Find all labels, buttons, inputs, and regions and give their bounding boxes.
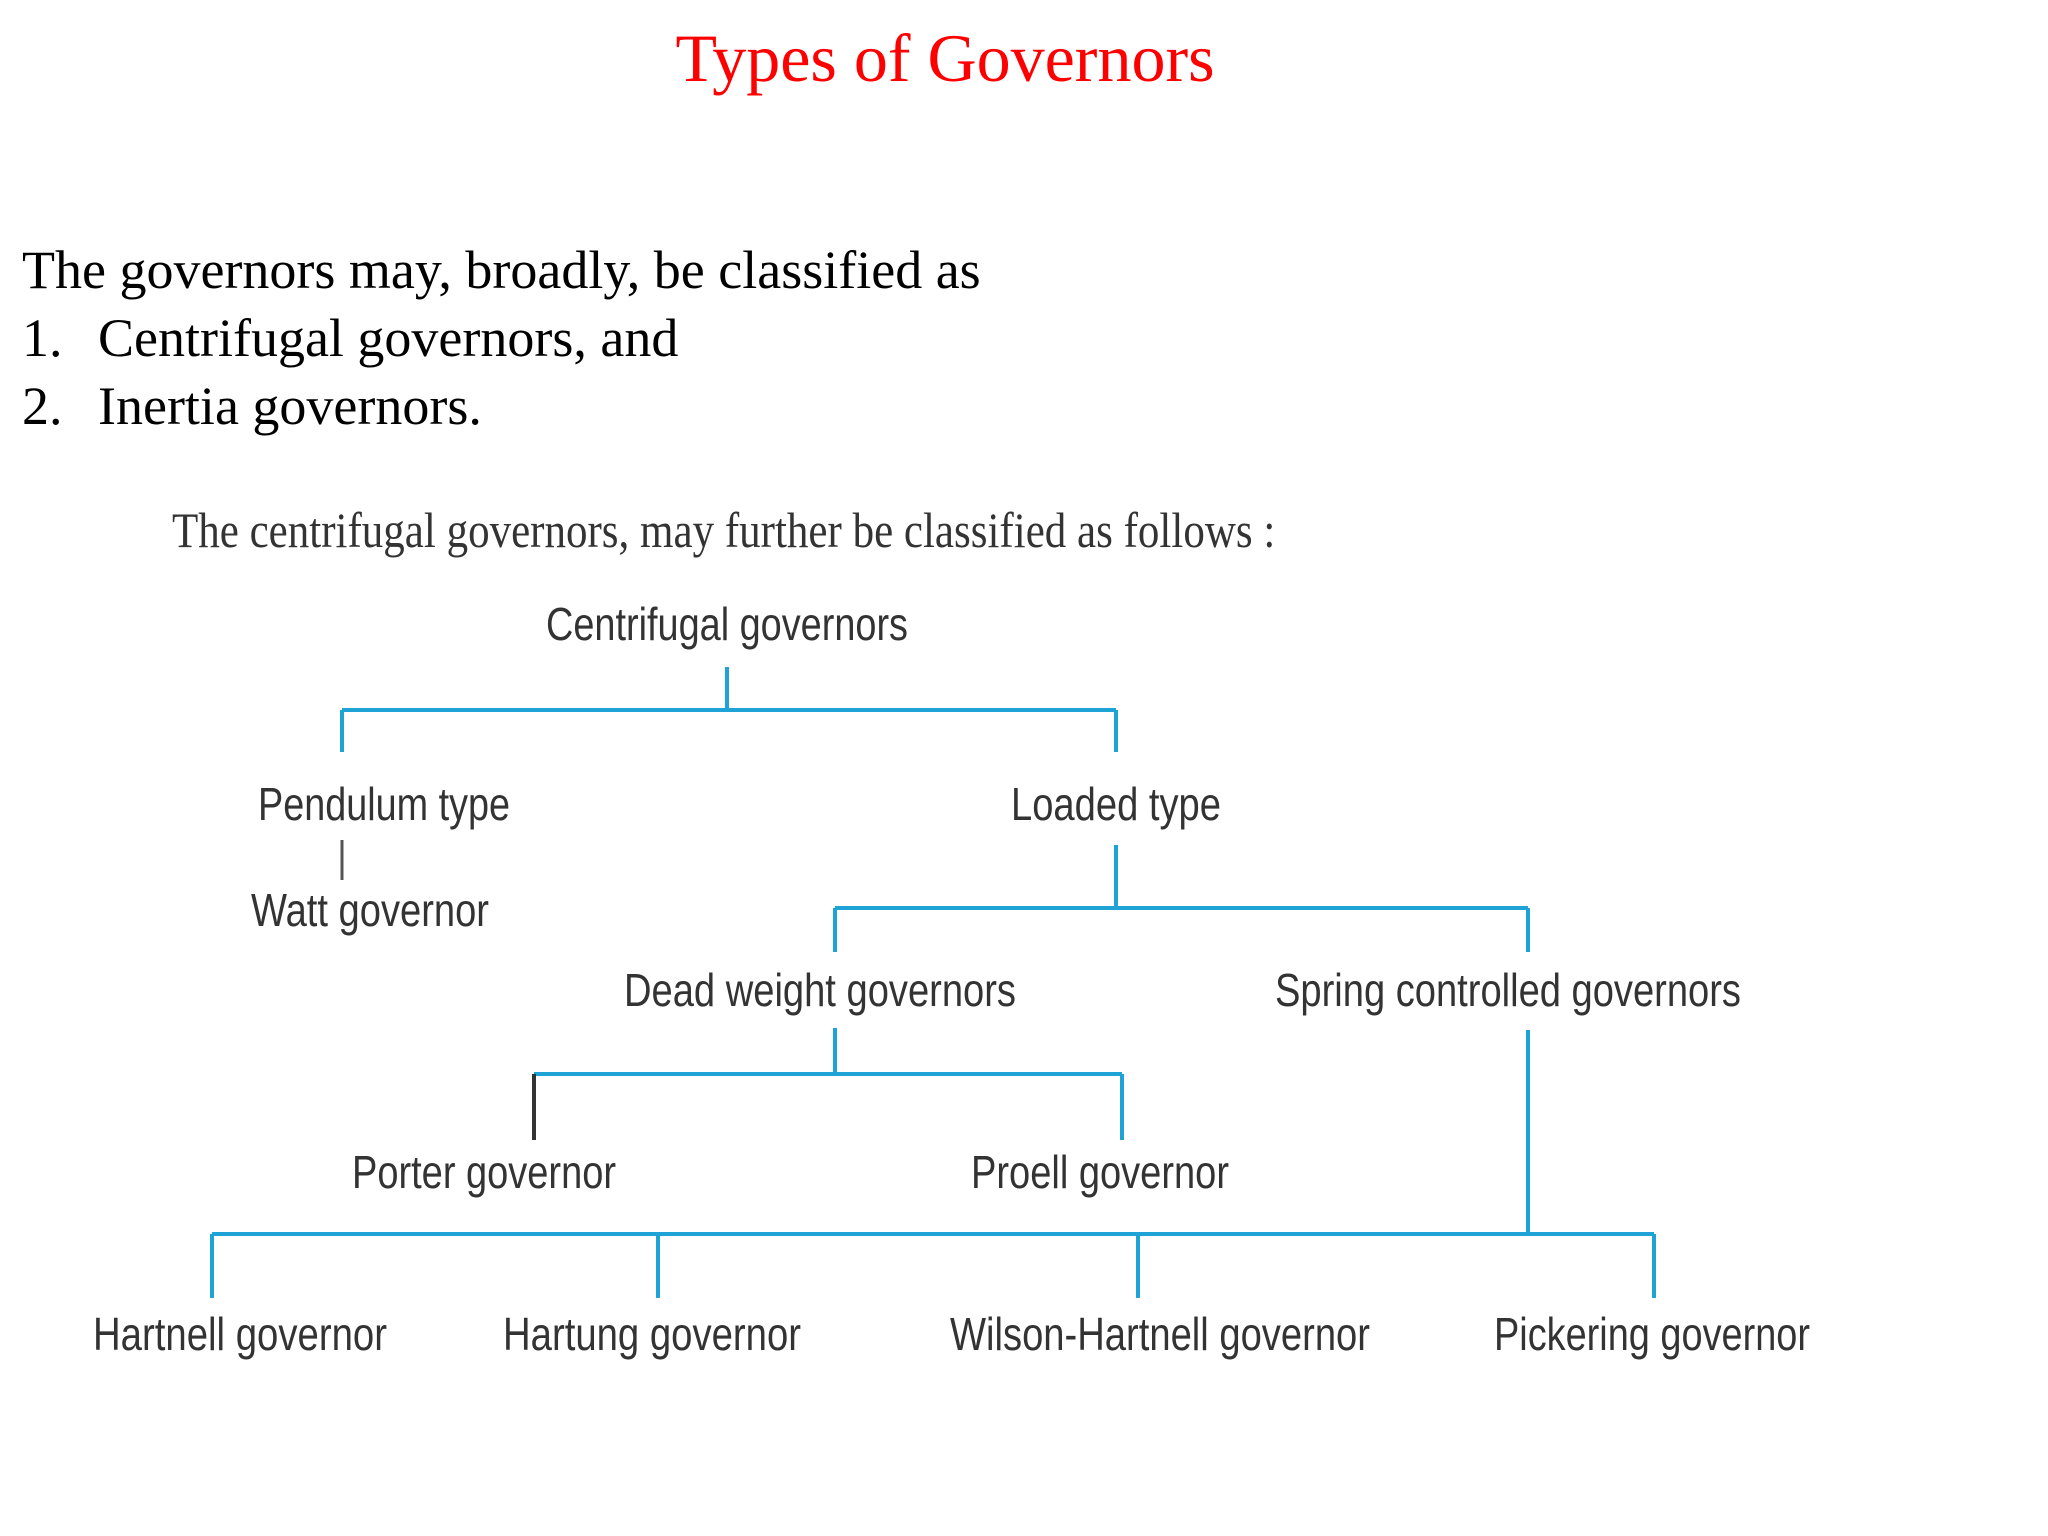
list-item-number: 1. <box>22 308 63 368</box>
edge-loaded-split <box>835 845 1528 952</box>
slide-title: Types of Governors <box>675 20 1215 96</box>
node-centrifugal-governors: Centrifugal governors <box>546 598 908 650</box>
list-item-text: Centrifugal governors, and <box>98 308 679 368</box>
node-proell-governor: Proell governor <box>971 1146 1229 1198</box>
node-wilson-hartnell-governor: Wilson-Hartnell governor <box>950 1308 1370 1360</box>
list-item-number: 2. <box>22 376 63 436</box>
diagram-caption: The centrifugal governors, may further be classified as follows : <box>172 502 1276 558</box>
node-porter-governor: Porter governor <box>352 1146 616 1198</box>
intro-lead: The governors may, broadly, be classified as <box>22 240 981 300</box>
node-pendulum-type: Pendulum type <box>258 778 510 830</box>
node-watt-governor: Watt governor <box>251 884 489 936</box>
node-pickering-governor: Pickering governor <box>1494 1308 1810 1360</box>
node-hartung-governor: Hartung governor <box>503 1308 801 1360</box>
edge-deadweight-split <box>534 1028 1122 1140</box>
edge-root-split <box>342 667 1116 752</box>
node-hartnell-governor: Hartnell governor <box>93 1308 387 1360</box>
list-item-text: Inertia governors. <box>98 376 482 436</box>
tree-nodes <box>93 598 1810 1360</box>
node-loaded-type: Loaded type <box>1011 778 1221 830</box>
node-dead-weight-governors: Dead weight governors <box>624 964 1016 1016</box>
node-spring-controlled-governors: Spring controlled governors <box>1275 964 1741 1016</box>
